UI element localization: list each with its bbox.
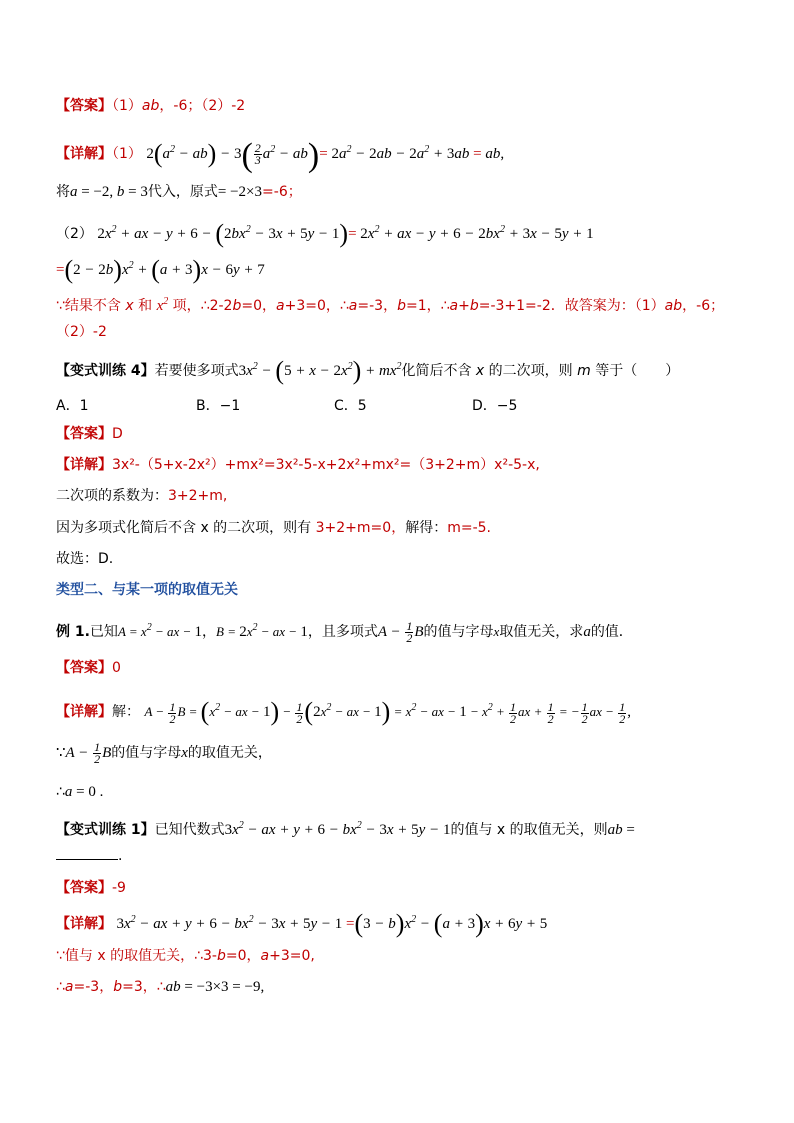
ex1-stem-e: 取值无关，求	[499, 624, 584, 640]
v1-final-formula: ab = −3×3 = −9,	[165, 979, 265, 995]
ex1-stem-a: 已知	[89, 624, 118, 640]
ex1-x: x	[493, 624, 500, 639]
v1-final-av: a	[64, 979, 74, 995]
v1-blank-line	[56, 846, 122, 866]
v1-because-d: +3=0,	[269, 948, 315, 964]
part2-line	[56, 219, 594, 248]
conc-h: =-3，	[357, 298, 398, 314]
conc-b: 和	[133, 298, 157, 314]
ex1-because-text: 的值与字母	[111, 744, 182, 761]
example1-label: 例 1.	[56, 624, 90, 640]
v1-detail-line	[56, 909, 548, 938]
v1-final-a: ∴	[56, 979, 65, 995]
v1-ab: ab =	[607, 822, 635, 838]
option-d	[472, 395, 517, 415]
v4-reason-text: 因为多项式化简后不含 x 的二次项，则有	[56, 520, 316, 536]
ex1-expr: A − $\frac{1}{2}$ B	[377, 619, 424, 646]
v4-answer: D	[112, 426, 123, 442]
conc-d2: b	[397, 298, 406, 314]
v1-because-c: =0，	[225, 948, 261, 964]
v1-final-c: =3，∴	[122, 979, 166, 995]
v4-stem-x: x	[475, 363, 485, 379]
conc-m: ，-6；	[682, 298, 725, 314]
sub-text3: =-6；	[262, 184, 302, 200]
part2-label: （2）	[56, 226, 93, 242]
v1-because-a: a	[260, 948, 270, 964]
v4-stem-a: 若要使多项式	[154, 363, 239, 379]
type2-heading	[56, 580, 238, 600]
v4-coef-text: 二次项的系数为：	[56, 488, 168, 504]
example1-stem	[56, 618, 633, 644]
variant1-stem	[56, 816, 635, 840]
v4-stem-d: 等于（ ）	[590, 363, 680, 379]
v1-formula: $3x^2$ − ax + $y + 6 - bx^2 - 3x + 5y - 1 =(3 - b)x^2 - (a + 3)x + 6y + 5$	[116, 909, 548, 938]
formula-1: $2(a^2 - ab) - 3$( $\frac{2}{3}$ $a^2 - ab)= 2a^2 - 2ab - 2a^2 + 3ab$ = ab,	[146, 137, 505, 174]
conc-x2: $x^2$	[156, 296, 169, 314]
conc-d: b	[232, 298, 242, 314]
ex1-answer-line	[56, 658, 121, 678]
sub-calc: = −2×3	[217, 184, 263, 200]
v4-choose: 故选：D.	[56, 551, 114, 567]
v1-answer-label: 【答案】	[56, 880, 112, 896]
conc-f: a	[276, 298, 285, 314]
ex1-result: a = 0 .	[64, 784, 104, 800]
option-d-letter: D．	[472, 398, 497, 414]
ex1-detail-intro: 解：	[112, 704, 140, 720]
sub-text1: 将	[56, 184, 70, 200]
option-b	[196, 395, 240, 415]
option-a-value: 1	[79, 398, 89, 414]
ex1-formula: A − $\frac{1}{2}$ $B = (x^2$ − ax − 1) − $\frac{1}{2}$ ($2x^2$ − ax − $1) = x^2$ − ax − $1 - x^2$ + $\frac{1}{2}$ ax + $\frac{1}{2}$ = − $\frac{1}{2}$ ax − $\frac{1}{2}$ ,	[144, 697, 631, 726]
v4-detail: 3x²-（5+x-2x²）+mx²=3x²-5-x+2x²+mx²=（3+2+m）x²-5-x,	[112, 457, 540, 473]
detail-part: （1）	[112, 146, 142, 162]
v1-answer: -9	[112, 880, 126, 896]
v4-reason-solve: 解得：	[405, 520, 448, 536]
v1-final-b: =-3，	[73, 979, 114, 995]
answer-label: 【答案】	[56, 98, 112, 114]
v4-choose-line	[56, 549, 113, 569]
sub-text2: 代入，原式	[147, 184, 218, 200]
v1-detail-label: 【详解】	[56, 916, 112, 932]
ex1-therefore-line	[56, 782, 103, 802]
conc-e: =0，	[241, 298, 276, 314]
conc-g: +3=0，∴	[284, 298, 349, 314]
option-c-value: 5	[357, 398, 367, 414]
conc-x: x	[125, 298, 134, 314]
conc-d3: b	[469, 298, 479, 314]
v1-stem-end: .	[118, 848, 123, 864]
ex1-stem-d: 的值与字母	[423, 624, 494, 640]
v4-answer-line	[56, 424, 123, 444]
v1-poly: $3x^2$ − ax + $y + 6 - bx^2 - 3x + 5y - 1$	[224, 820, 451, 838]
ex1-stem-c: ，且多项式	[307, 624, 378, 640]
v1-because-b: b	[216, 948, 226, 964]
ex1-stem-b: ，	[202, 624, 217, 640]
ex1-because-expr: ∵A − $\frac{1}{2}$ B	[56, 740, 112, 766]
v4-stem-b: 化简后不含	[401, 363, 476, 379]
answer-rest: ，-6；（2）-2	[159, 98, 246, 114]
conclusion-line-2	[56, 322, 107, 342]
conc-last: （2）-2	[56, 324, 107, 340]
option-b-letter: B．	[196, 398, 220, 414]
v1-blank[interactable]	[56, 847, 118, 860]
v1-stem-b: 的值与 x 的取值无关，则	[450, 822, 608, 838]
option-c-letter: C．	[334, 398, 358, 414]
ex1-because-end: 的取值无关，	[187, 744, 272, 761]
option-a-letter: A．	[56, 398, 80, 414]
option-a	[56, 395, 89, 415]
conc-k: =-3+1=-2．故答案为：（1）	[478, 298, 665, 314]
formula-2: $2x^2$ + ax − $y + 6 - (2bx^2 - 3x + 5y - 1)= 2x^2$ + ax − $y + 6 - 2bx^2 + 3x - 5y + 1$	[97, 219, 594, 248]
ex1-therefore: ∴	[56, 784, 65, 800]
ex1-because-line	[56, 742, 272, 765]
v4-stem-c: 的二次项，则	[484, 363, 578, 379]
conc-f2: a	[348, 298, 358, 314]
detail-label: 【详解】	[56, 146, 112, 162]
ex1-B: $B = 2x^2$ − ax − 1	[216, 622, 308, 640]
v4-answer-label: 【答案】	[56, 426, 112, 442]
conc-i: =1，∴	[405, 298, 450, 314]
v1-because-line	[56, 946, 315, 966]
conc-l: ab	[664, 298, 683, 314]
v4-detail-line	[56, 455, 540, 475]
v4-poly: $3x^2 - (5 + x - 2x^2) + mx^2$	[238, 356, 402, 385]
simplified-line	[56, 255, 265, 284]
conclusion-line	[56, 292, 724, 316]
option-d-value: −5	[496, 398, 518, 414]
conc-c: 项，∴2-2	[168, 298, 233, 314]
formula-3: $=(2 - 2b)x^2 + (a + 3)x - 6y + 7$	[56, 255, 265, 284]
substitute-line	[56, 182, 302, 202]
variant1-label: 【变式训练 1】	[56, 822, 155, 838]
v1-final-line	[56, 977, 264, 997]
v4-coef-value: 3+2+m,	[168, 488, 228, 504]
ex1-a: a	[583, 624, 591, 640]
answer-ab: ab	[141, 98, 160, 114]
v1-stem-a: 已知代数式	[154, 822, 225, 838]
conc-a: ∵结果不含	[56, 298, 126, 314]
v4-stem-m: m	[577, 363, 591, 379]
ex1-answer: 0	[112, 660, 121, 676]
v4-coef-line	[56, 486, 227, 506]
v1-because: ∵值与 x 的取值无关，∴3-	[56, 948, 217, 964]
ex1-stem-f: 的值．	[590, 624, 633, 640]
sub-formula: a = −2, b = 3	[70, 184, 148, 200]
ex1-because-x: x	[181, 744, 188, 761]
type2-heading-text: 类型二、与某一项的取值无关	[56, 582, 238, 598]
v4-reason-eq: 3+2+m=0，	[315, 520, 406, 536]
detail-line-1	[56, 137, 505, 174]
ex1-detail-line	[56, 698, 631, 725]
v4-reason-result: m=-5.	[447, 520, 491, 536]
v4-detail-label: 【详解】	[56, 457, 112, 473]
v1-final-bv: b	[113, 979, 123, 995]
conc-j: +	[458, 298, 470, 314]
answer-part1: （1）	[112, 98, 142, 114]
conc-f3: a	[449, 298, 459, 314]
ex1-A: $A = x^2$ − ax − 1	[117, 622, 203, 640]
answer-line-1	[56, 96, 245, 116]
option-c	[334, 395, 367, 415]
v1-answer-line	[56, 878, 126, 898]
ex1-answer-label: 【答案】	[56, 660, 112, 676]
ex1-detail-label: 【详解】	[56, 704, 112, 720]
v4-reason-line	[56, 518, 491, 538]
option-b-value: −1	[219, 398, 241, 414]
variant4-stem	[56, 356, 680, 385]
variant4-label: 【变式训练 4】	[56, 363, 155, 379]
